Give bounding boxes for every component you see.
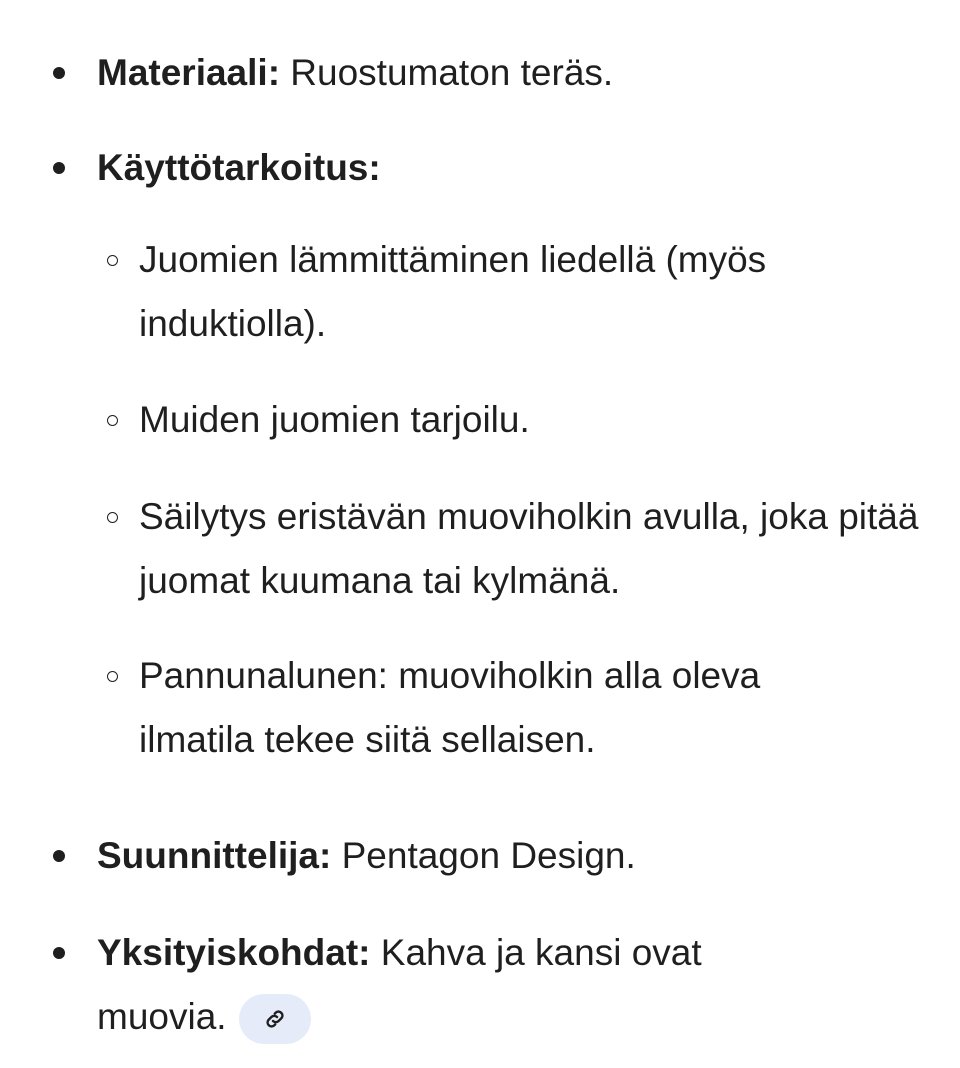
bullet xyxy=(107,512,118,523)
source-link-button[interactable] xyxy=(239,994,311,1044)
sub-list-item xyxy=(139,228,879,356)
item-label: Käyttötarkoitus: xyxy=(97,147,381,188)
bullet xyxy=(107,255,118,266)
link-icon xyxy=(263,1007,287,1031)
list-item xyxy=(97,824,917,888)
sub-list-item xyxy=(139,644,859,772)
item-label: Suunnittelija: xyxy=(97,835,332,876)
item-text: Juomien lämmittäminen liedellä (myös induktiolla). xyxy=(139,239,767,344)
item-text: Ruostumaton teräs. xyxy=(290,52,614,93)
list-item xyxy=(97,41,917,105)
sub-list-item xyxy=(139,388,919,452)
item-text: Pannunalunen: muoviholkin alla oleva ilmatila tekee siitä sellaisen. xyxy=(139,655,761,760)
bullet xyxy=(53,162,65,174)
bullet xyxy=(53,947,65,959)
item-text: Kahva ja kansi ovat muovia. xyxy=(97,932,702,1037)
bullet xyxy=(107,671,118,682)
item-label: Materiaali: xyxy=(97,52,281,93)
bullet xyxy=(53,67,65,79)
list-item xyxy=(97,136,917,200)
item-label: Yksityiskohdat: xyxy=(97,932,371,973)
sub-list-item xyxy=(139,485,919,613)
bullet xyxy=(107,415,118,426)
item-text: Säilytys eristävän muoviholkin avulla, joka pitää juomat kuumana tai kylmänä. xyxy=(139,496,919,601)
list-item xyxy=(97,921,797,1049)
item-text: Pentagon Design. xyxy=(341,835,636,876)
item-text: Muiden juomien tarjoilu. xyxy=(139,399,530,440)
bullet xyxy=(53,850,65,862)
